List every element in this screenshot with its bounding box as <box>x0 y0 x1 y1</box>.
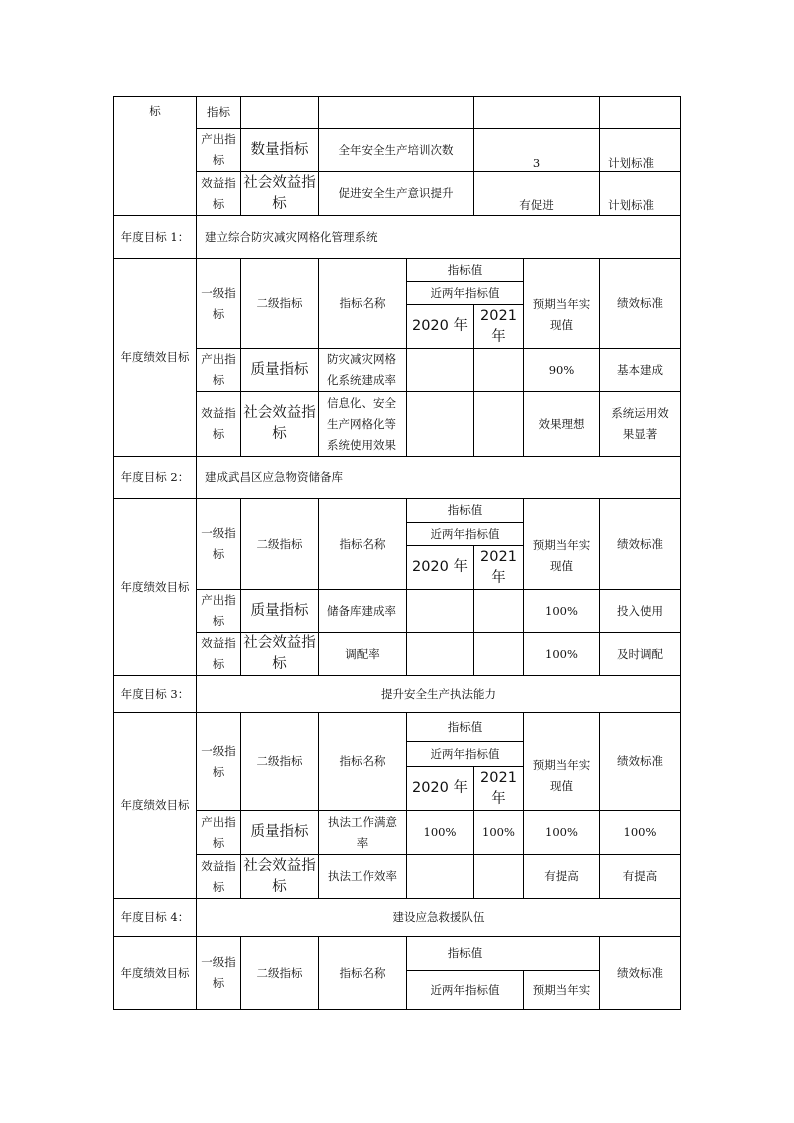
header-indicator-name: 指标名称 <box>339 754 386 768</box>
header-performance-standard: 绩效标准 <box>617 754 663 768</box>
level2-social-benefit: 社会效益指标 <box>243 635 316 672</box>
performance-standard: 有提高 <box>622 869 658 883</box>
indicator-name: 执法工作效率 <box>328 869 397 883</box>
indicator-name: 防灾减灾网格化系统建成率 <box>327 352 396 387</box>
level2-quality: 质量指标 <box>250 824 309 840</box>
indicator-name: 全年安全生产培训次数 <box>338 142 454 157</box>
header-indicator-value: 指标值 <box>447 262 483 277</box>
header-expected-value: 预期当年实 <box>532 982 591 997</box>
level2-social-benefit: 社会效益指标 <box>243 405 316 442</box>
header-recent-two-years: 近两年指标值 <box>430 746 500 761</box>
indicator-name: 执法工作满意率 <box>328 814 397 850</box>
header-expected-value: 预期当年实现值 <box>532 537 591 573</box>
value-2020 <box>407 590 473 632</box>
header-expected-value: 预期当年实现值 <box>532 757 591 793</box>
annual-goal-label: 年度目标 4： <box>120 910 190 924</box>
level1-benefit: 效益指标 <box>201 175 236 211</box>
annual-goal-title: 建成武昌区应急物资储备库 <box>205 470 343 484</box>
header-level2: 二级指标 <box>256 965 303 980</box>
annual-perf-target-label: 年度绩效目标 <box>120 798 190 812</box>
header-level1: 一级指标 <box>201 285 236 321</box>
indicator-value: 有促进 <box>519 198 554 212</box>
header-expected-value: 预期当年实现值 <box>532 296 591 332</box>
header-performance-standard: 绩效标准 <box>617 296 663 310</box>
header-indicator-name: 指标名称 <box>339 536 386 551</box>
level2-quantity: 数量指标 <box>250 141 309 158</box>
expected-value: 90% <box>548 362 575 377</box>
indicator-name: 调配率 <box>345 646 380 661</box>
header-recent-two-years: 近两年指标值 <box>430 982 500 997</box>
performance-standard: 100% <box>623 825 657 839</box>
header-year-2020: 2020 年 <box>411 559 468 575</box>
expected-value: 100% <box>545 825 578 839</box>
expected-value: 100% <box>545 646 578 661</box>
value-2021 <box>474 590 523 632</box>
value-2020 <box>407 855 473 898</box>
header-recent-two-years: 近两年指标值 <box>430 285 500 300</box>
level1-output: 产出指标 <box>201 814 236 850</box>
header-year-2021: 2021 年 <box>480 548 517 586</box>
level2-social-benefit: 社会效益指标 <box>243 857 316 895</box>
value-2020 <box>407 633 473 675</box>
indicator-name: 信息化、安全生产网格化等系统使用效果 <box>327 395 396 452</box>
header-level1: 一级指标 <box>201 955 236 990</box>
header-level1: 一级指标 <box>201 526 236 561</box>
level1-benefit: 效益指标 <box>201 858 236 894</box>
level1-label: 指标 <box>207 105 230 119</box>
value-2020 <box>407 349 473 391</box>
header-level1: 一级指标 <box>201 743 236 779</box>
header-year-2020: 2020 年 <box>411 318 468 334</box>
level2-social-benefit: 社会效益指标 <box>243 174 316 212</box>
performance-standard: 及时调配 <box>617 646 663 661</box>
performance-standard: 投入使用 <box>617 603 663 618</box>
level1-output: 产出指标 <box>201 132 236 167</box>
value-2021 <box>474 633 523 675</box>
level2-quality: 质量指标 <box>250 602 309 619</box>
header-year-2021: 2021 年 <box>480 307 517 345</box>
annual-goal-label: 年度目标 2： <box>120 470 190 484</box>
header-level2: 二级指标 <box>256 296 303 310</box>
level1-benefit: 效益指标 <box>201 636 236 671</box>
header-indicator-value: 指标值 <box>447 503 483 517</box>
performance-standard: 计划标准 <box>608 155 654 170</box>
header-level2: 二级指标 <box>256 754 303 768</box>
expected-value: 100% <box>545 603 578 618</box>
header-year-2021: 2021 年 <box>480 769 517 807</box>
indicator-name: 储备库建成率 <box>327 603 396 618</box>
indicator-name: 促进安全生产意识提升 <box>338 186 454 200</box>
header-year-2020: 2020 年 <box>411 780 468 796</box>
expected-value: 有提高 <box>544 869 579 883</box>
value-2021 <box>474 392 523 456</box>
level1-output: 产出指标 <box>201 593 236 628</box>
prev-page-label-fragment: 标 <box>149 103 161 118</box>
indicator-value: 3 <box>532 155 541 170</box>
value-2021: 100% <box>482 825 515 839</box>
annual-perf-target-label: 年度绩效目标 <box>120 350 190 364</box>
header-level2: 二级指标 <box>256 536 303 551</box>
header-performance-standard: 绩效标准 <box>617 965 663 980</box>
performance-standard: 计划标准 <box>608 198 654 212</box>
annual-goal-title: 建设应急救援队伍 <box>392 910 485 924</box>
header-indicator-value: 指标值 <box>447 719 483 734</box>
annual-goal-label: 年度目标 1： <box>120 229 190 244</box>
performance-standard: 基本建成 <box>617 362 663 377</box>
rule <box>680 96 681 1010</box>
header-indicator-value: 指标值 <box>447 946 483 960</box>
annual-perf-target-label: 年度绩效目标 <box>120 579 190 594</box>
level1-output: 产出指标 <box>201 352 236 387</box>
header-recent-two-years: 近两年指标值 <box>430 526 500 541</box>
annual-goal-title: 提升安全生产执法能力 <box>381 686 496 701</box>
annual-perf-target-label: 年度绩效目标 <box>120 965 190 980</box>
level1-benefit: 效益指标 <box>201 406 236 441</box>
value-2020: 100% <box>423 825 457 839</box>
level2-quality: 质量指标 <box>250 361 309 378</box>
header-indicator-name: 指标名称 <box>339 965 386 980</box>
value-2021 <box>474 349 523 391</box>
value-2021 <box>474 855 523 898</box>
value-2020 <box>407 392 473 456</box>
expected-value: 效果理想 <box>538 416 585 431</box>
rule <box>113 1009 681 1010</box>
header-indicator-name: 指标名称 <box>339 296 386 310</box>
annual-goal-title: 建立综合防灾减灾网格化管理系统 <box>205 229 378 244</box>
performance-standard: 系统运用效果显著 <box>611 406 669 441</box>
annual-goal-label: 年度目标 3： <box>120 686 190 701</box>
header-performance-standard: 绩效标准 <box>617 536 663 551</box>
